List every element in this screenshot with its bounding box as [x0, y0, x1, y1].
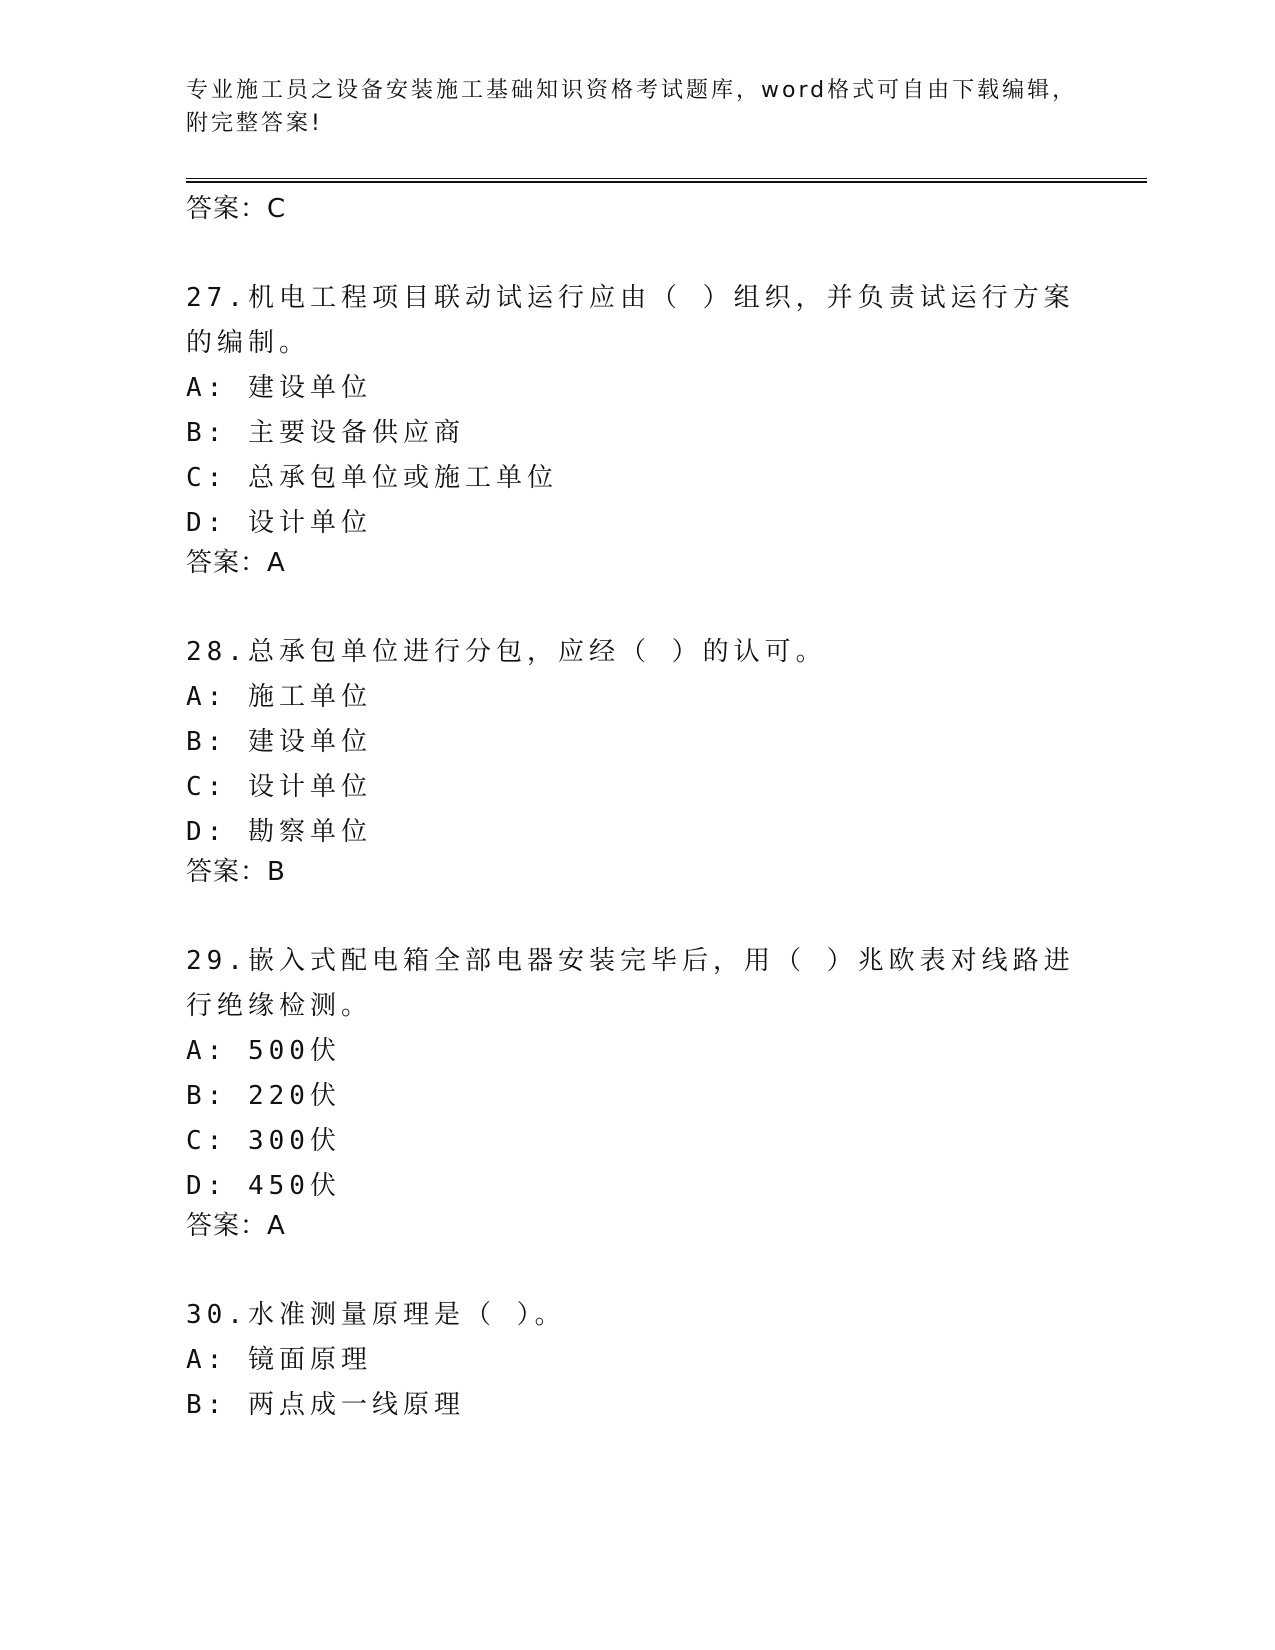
previous-answer: 答案：C — [186, 194, 287, 224]
option-d: D: 设计单位 — [186, 508, 372, 538]
question-list — [186, 190, 1086, 1428]
question-text: 28.总承包单位进行分包，应经（ ）的认可。 — [186, 637, 827, 667]
question-text: 27.机电工程项目联动试运行应由（ ）组织，并负责试运行方案的编制。 — [186, 283, 1075, 358]
option-b: B: 建设单位 — [186, 727, 372, 757]
option-b: B: 220伏 — [186, 1081, 341, 1111]
option-c: C: 设计单位 — [186, 772, 372, 802]
question-30 — [186, 1293, 1086, 1428]
question-29 — [186, 939, 1086, 1241]
option-a: A: 建设单位 — [186, 373, 372, 403]
document-header — [186, 74, 1086, 140]
header-divider — [186, 178, 1147, 183]
question-27 — [186, 276, 1086, 578]
option-b: B: 主要设备供应商 — [186, 418, 465, 448]
option-c: C: 300伏 — [186, 1126, 341, 1156]
question-text: 29.嵌入式配电箱全部电器安装完毕后，用（ ）兆欧表对线路进行绝缘检测。 — [186, 946, 1075, 1021]
option-a: A: 500伏 — [186, 1036, 341, 1066]
question-answer: 答案：B — [186, 857, 286, 887]
option-a: A: 施工单位 — [186, 682, 372, 712]
question-answer: 答案：A — [186, 1211, 286, 1241]
question-text: 30.水准测量原理是（ ）。 — [186, 1300, 566, 1330]
question-answer: 答案：A — [186, 548, 286, 578]
option-d: D: 勘察单位 — [186, 817, 372, 847]
option-a: A: 镜面原理 — [186, 1345, 372, 1375]
option-c: C: 总承包单位或施工单位 — [186, 463, 558, 493]
option-b: B: 两点成一线原理 — [186, 1390, 465, 1420]
header-intro-line-1: 专业施工员之设备安装施工基础知识资格考试题库，word格式可自由下载编辑， — [186, 78, 1078, 103]
option-d: D: 450伏 — [186, 1171, 341, 1201]
question-28 — [186, 630, 1086, 887]
header-intro-line-2: 附完整答案! — [186, 111, 323, 136]
